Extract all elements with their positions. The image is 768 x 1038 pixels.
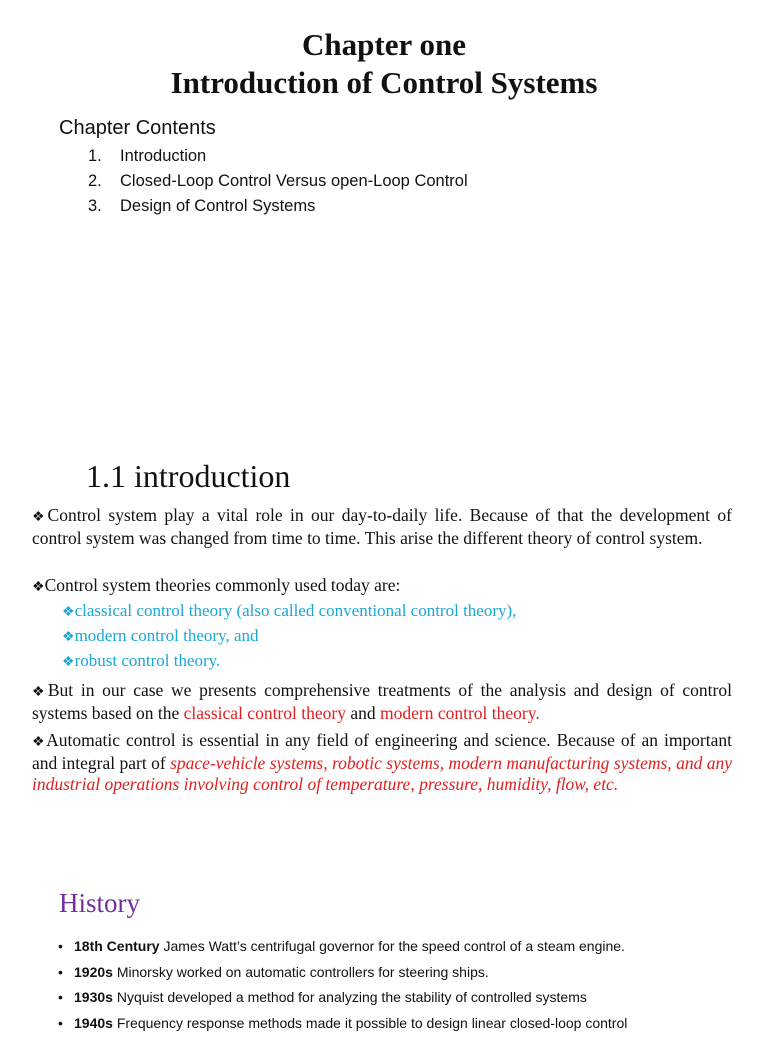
paragraph-text: But in our case we presents comprehensive treatments of the analysis and design of control systems based on the	[32, 680, 732, 723]
theory-item	[62, 600, 516, 623]
diamond-bullet-icon: ❖	[62, 630, 75, 645]
contents-item	[88, 195, 468, 220]
chapter-title	[0, 26, 768, 102]
paragraph-text: Automatic control is essential in any field of engineering and science. Because of an important and integral part of	[32, 730, 732, 773]
diamond-bullet-icon: ❖	[32, 685, 48, 700]
contents-heading: Chapter Contents	[59, 117, 216, 140]
highlight-classical: classical control theory	[184, 703, 346, 723]
contents-item-number: 3.	[88, 195, 120, 217]
history-item	[58, 962, 627, 988]
chapter-title-line-1: Chapter one	[0, 26, 768, 64]
contents-item-number: 2.	[88, 170, 120, 192]
history-text: Nyquist developed a method for analyzing the stability of controlled systems	[113, 989, 587, 1005]
history-item	[58, 936, 627, 962]
contents-item-text: Closed-Loop Control Versus open-Loop Control	[120, 172, 468, 190]
history-heading: History	[59, 888, 140, 919]
theory-text: classical control theory (also called conventional control theory),	[75, 601, 517, 620]
intro-paragraph-4	[32, 730, 732, 795]
contents-item-number: 1.	[88, 145, 120, 167]
contents-list	[88, 145, 468, 220]
contents-item-text: Design of Control Systems	[120, 197, 315, 215]
bullet-dot-icon: •	[58, 1013, 74, 1033]
history-item	[58, 1013, 627, 1038]
theory-text: modern control theory, and	[75, 626, 259, 645]
history-period: 1920s	[74, 964, 113, 980]
intro-paragraph-3	[32, 680, 732, 724]
contents-item	[88, 170, 468, 195]
history-period: 1930s	[74, 989, 113, 1005]
intro-paragraph-1	[32, 505, 732, 549]
paragraph-text: and	[346, 703, 380, 723]
history-item	[58, 987, 627, 1013]
chapter-title-line-2: Introduction of Control Systems	[0, 64, 768, 102]
contents-item	[88, 145, 468, 170]
diamond-bullet-icon: ❖	[62, 605, 75, 620]
theory-text: robust control theory.	[75, 651, 221, 670]
history-text: Minorsky worked on automatic controllers for steering ships.	[113, 964, 489, 980]
bullet-dot-icon: •	[58, 987, 74, 1007]
diamond-bullet-icon: ❖	[32, 735, 46, 750]
diamond-bullet-icon: ❖	[32, 510, 48, 525]
history-list	[58, 936, 627, 1038]
theory-item	[62, 650, 220, 673]
contents-item-text: Introduction	[120, 147, 206, 165]
paragraph-text: Control system play a vital role in our day-to-daily life. Because of that the development of control system was changed from time to time. This arise the different theory of control system.	[32, 505, 732, 548]
bullet-dot-icon: •	[58, 936, 74, 956]
intro-paragraph-2	[32, 575, 732, 598]
section-heading: 1.1 introduction	[86, 458, 290, 495]
bullet-dot-icon: •	[58, 962, 74, 982]
diamond-bullet-icon: ❖	[32, 580, 45, 595]
paragraph-text: Control system theories commonly used today are:	[45, 575, 401, 595]
highlight-applications: space-vehicle systems, robotic systems, modern manufacturing systems, and any industrial operations involving control of temperature, pressure, humidity, flow, etc.	[32, 753, 732, 794]
theory-item	[62, 625, 259, 648]
history-text: Frequency response methods made it possible to design linear closed-loop control	[113, 1015, 627, 1031]
history-period: 1940s	[74, 1015, 113, 1031]
highlight-modern: modern control theory.	[380, 703, 540, 723]
history-period: 18th Century	[74, 938, 160, 954]
history-text: James Watt’s centrifugal governor for the speed control of a steam engine.	[160, 938, 625, 954]
diamond-bullet-icon: ❖	[62, 655, 75, 670]
